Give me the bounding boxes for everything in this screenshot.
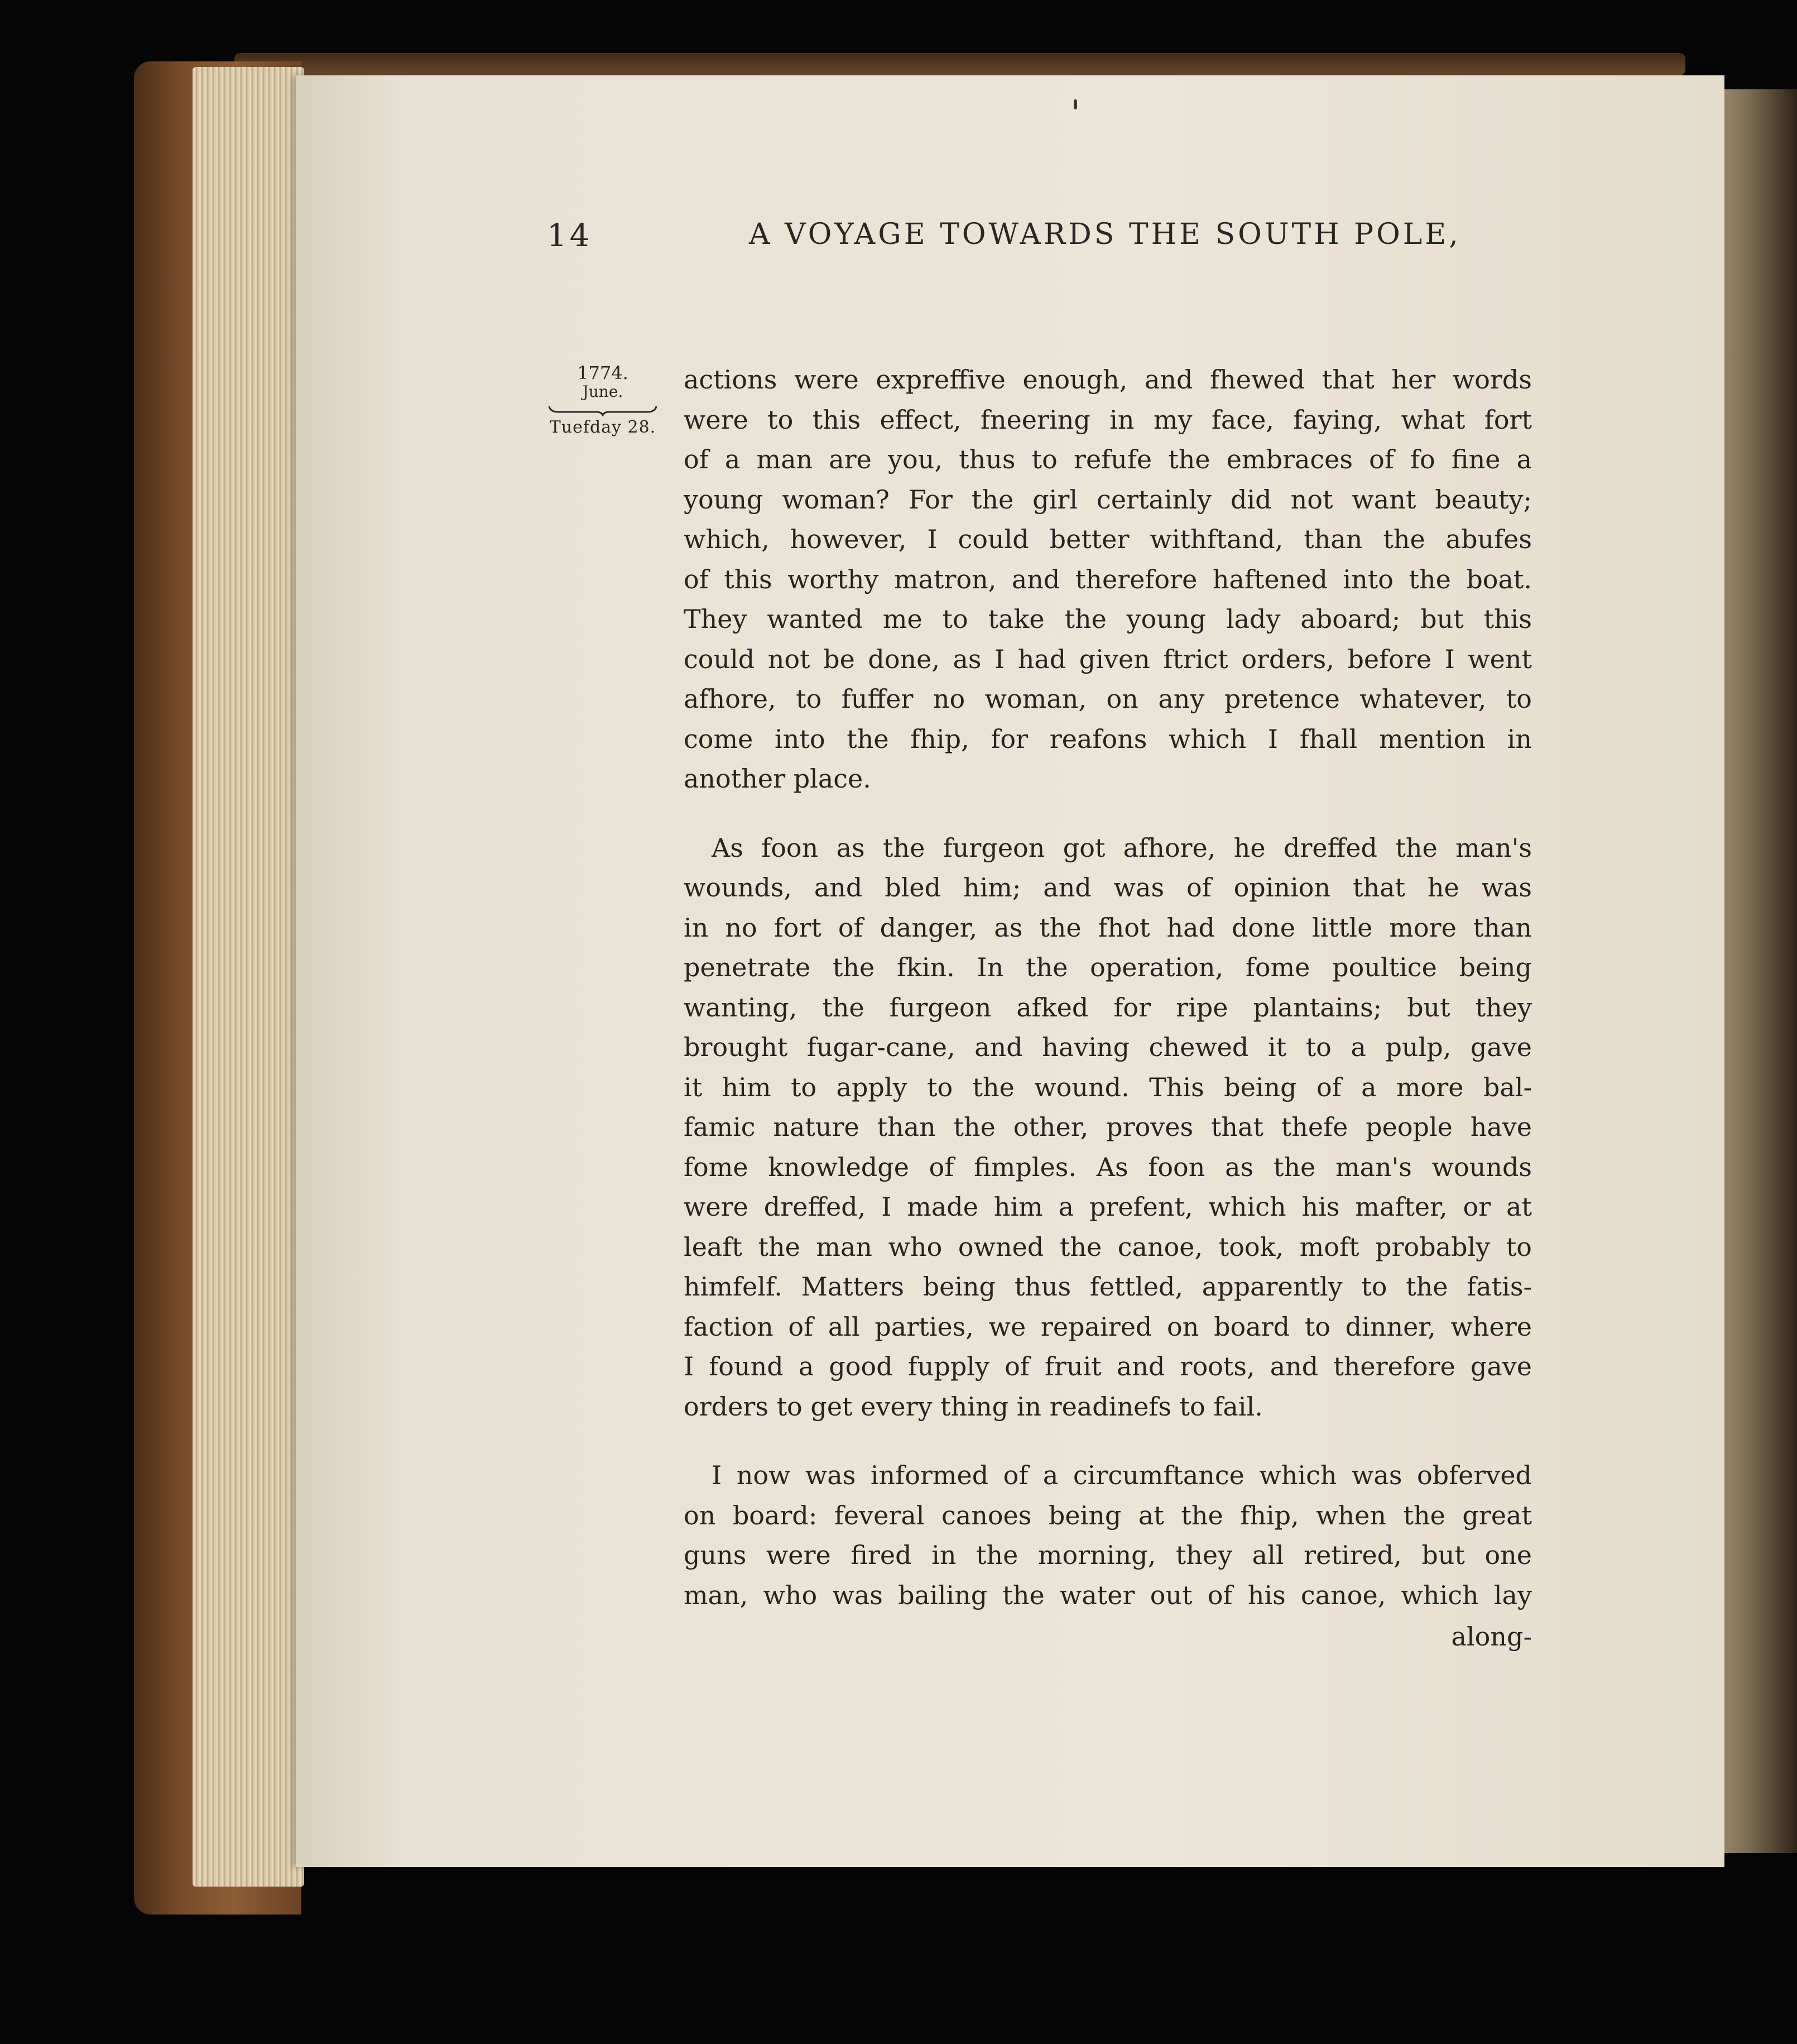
text-line: orders to get every thing in readinefs to fail. bbox=[684, 1391, 1263, 1422]
page-mark bbox=[1074, 99, 1077, 109]
book-cover-top bbox=[234, 53, 1685, 75]
text-line: famic nature than the other, proves that thefe people have bbox=[684, 1112, 1532, 1142]
text-line: leaft the man who owned the canoe, took, moft probably to bbox=[684, 1231, 1532, 1262]
text-line: it him to apply to the wound. This being of a more bal- bbox=[684, 1072, 1532, 1102]
text-line: penetrate the fkin. In the operation, fome poultice being bbox=[684, 952, 1532, 982]
text-line: afhore, to fuffer no woman, on any pretence whatever, to bbox=[684, 684, 1532, 714]
text-line: brought fugar-cane, and having chewed it to a pulp, gave bbox=[684, 1032, 1532, 1062]
margin-date-note bbox=[544, 363, 661, 438]
text-line: which, however, I could better withftand, than the abufes bbox=[684, 524, 1532, 554]
text-line: young woman? For the girl certainly did not want beauty; bbox=[684, 484, 1532, 515]
margin-month: June. bbox=[582, 382, 623, 401]
margin-day: Tuefday 28. bbox=[549, 418, 656, 437]
text-line: in no fort of danger, as the fhot had done little more than bbox=[684, 912, 1532, 943]
text-line: were to this effect, fneering in my face, faying, what fort bbox=[684, 404, 1532, 435]
running-head bbox=[547, 218, 1797, 268]
text-line: I found a good fupply of fruit and roots, and therefore gave bbox=[684, 1351, 1532, 1381]
text-line: another place. bbox=[684, 764, 871, 794]
paragraph-1 bbox=[684, 360, 1532, 799]
text-line: I now was informed of a circumftance which was obferved bbox=[712, 1460, 1532, 1490]
paragraph-3 bbox=[684, 1456, 1532, 1615]
page-right-edge bbox=[1719, 89, 1797, 1853]
text-line: As foon as the furgeon got afhore, he dreffed the man's bbox=[712, 832, 1532, 863]
text-line: himfelf. Matters being thus fettled, apparently to the fatis- bbox=[684, 1271, 1532, 1302]
text-line: guns were fired in the morning, they all retired, but one bbox=[684, 1540, 1532, 1570]
margin-year: 1774. bbox=[577, 362, 628, 383]
text-line: on board: feveral canoes being at the fhip, when the great bbox=[684, 1500, 1532, 1530]
text-line: wanting, the furgeon afked for ripe plantains; but they bbox=[684, 992, 1532, 1023]
text-line: wounds, and bled him; and was of opinion that he was bbox=[684, 872, 1532, 903]
text-line: could not be done, as I had given ftrict orders, before I went bbox=[684, 644, 1532, 674]
catchword: along- bbox=[1451, 1621, 1532, 1652]
text-line: of a man are you, thus to refufe the embraces of fo fine a bbox=[684, 444, 1532, 474]
paragraph-2 bbox=[684, 828, 1532, 1427]
text-line: They wanted me to take the young lady aboard; but this bbox=[684, 604, 1532, 634]
page-number: 14 bbox=[547, 218, 593, 254]
text-line: of this worthy matron, and therefore haftened into the boat. bbox=[684, 564, 1532, 594]
body-text bbox=[684, 360, 1532, 1615]
text-line: actions were expreffive enough, and fhewed that her words bbox=[684, 364, 1532, 395]
text-line: man, who was bailing the water out of his canoe, which lay bbox=[684, 1580, 1532, 1610]
page-edges-stack bbox=[193, 67, 304, 1887]
text-line: fome knowledge of fimples. As foon as the man's wounds bbox=[684, 1151, 1532, 1182]
text-line: were dreffed, I made him a prefent, which his mafter, or at bbox=[684, 1192, 1532, 1222]
text-line: come into the fhip, for reafons which I fhall mention in bbox=[684, 723, 1532, 754]
text-line: faction of all parties, we repaired on board to dinner, where bbox=[684, 1311, 1532, 1342]
running-title: A VOYAGE TOWARDS THE SOUTH POLE, bbox=[749, 218, 1461, 251]
brace-icon bbox=[547, 404, 659, 416]
